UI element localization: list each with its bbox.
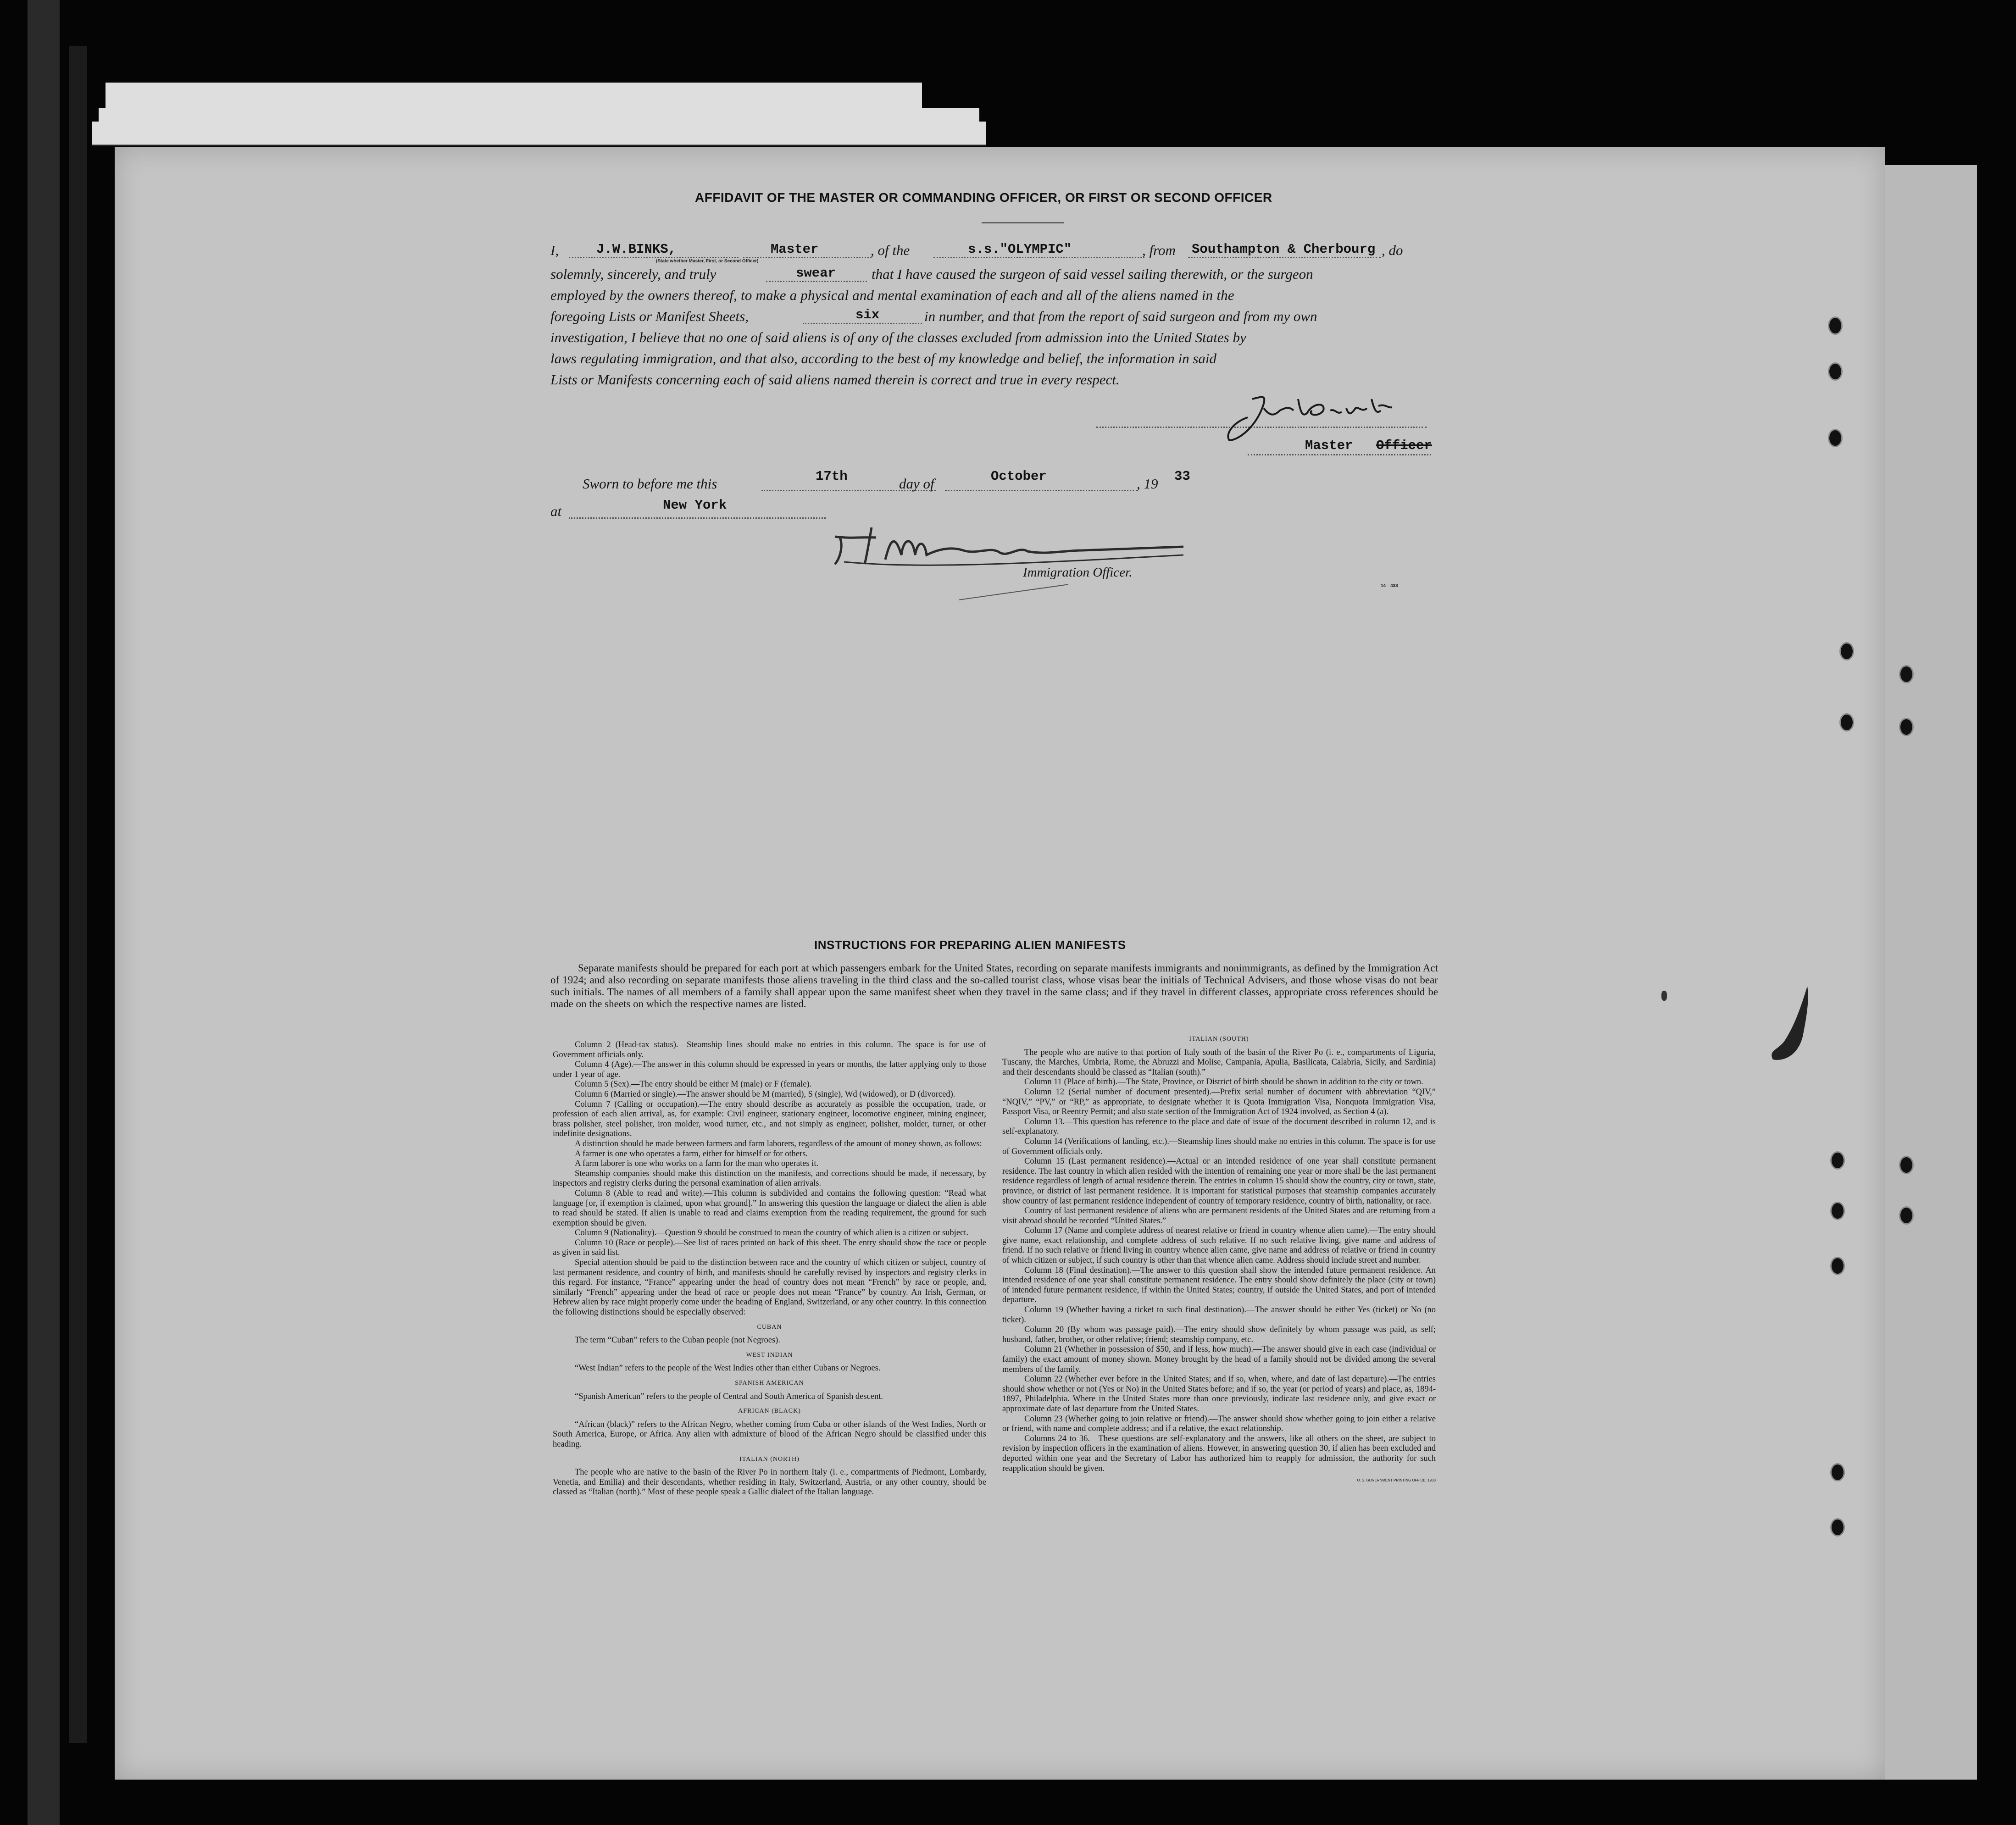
officer-signature xyxy=(826,518,1202,587)
affidavit-text: laws regulating immigration, and that also, according to the best of my knowledge and belief, the information in said xyxy=(550,350,1217,366)
sworn-place: New York xyxy=(663,498,727,513)
section-heading: AFRICAN (BLACK) xyxy=(738,1408,801,1415)
punch-hole xyxy=(1828,316,1843,335)
instruction-item: Column 23 (Whether going to join relative or friend).—The answer should show whether going to join either a relative or friend, with name and complete address; and if a relative, the exact relationship. xyxy=(1002,1414,1436,1434)
instruction-item: Column 4 (Age).—The answer in this column should be expressed in years or months, the latter applying only to those under 1 year of age. xyxy=(553,1060,986,1079)
instruction-item: Column 11 (Place of birth).—The State, Province, or District of birth should be shown in addition to the city or town. xyxy=(1024,1077,1423,1087)
affidavit-text: solemnly, sincerely, and truly xyxy=(550,266,716,282)
punch-hole xyxy=(1830,1202,1845,1220)
punch-hole xyxy=(1839,713,1854,732)
affidavit-text: foregoing Lists or Manifest Sheets, xyxy=(550,308,749,324)
section-heading: ITALIAN (NORTH) xyxy=(739,1455,800,1463)
instructions-left-column xyxy=(553,1040,986,1498)
instruction-item: Column 9 (Nationality).—Question 9 should be construed to mean the country of which alien is a citizen or subject. xyxy=(575,1228,969,1238)
left-binding-strip xyxy=(69,46,87,1743)
ink-blot xyxy=(1766,982,1821,1064)
instruction-item: “West Indian” refers to the people of the West Indies other than either Cubans or Negroes. xyxy=(575,1364,881,1373)
affidavit-text: that I have caused the surgeon of said vessel sailing therewith, or the surgeon xyxy=(872,266,1313,282)
fill-line xyxy=(743,257,872,258)
fill-line xyxy=(766,281,867,282)
instruction-item: Column 15 (Last permanent residence).—Actual or an intended residence of one year shall constitute permanent residence. The last country in which alien resided with the intention of remaining one year or more shall be the last permanent residence regardless of length of actual residence therein. The entries in column 15 should show the country, city or town, state, province, or district of last permanent residence. It is important for statistical purposes that steamship companies accurately show country of last permanent residence independent of country of temporary residence, country of birth, nationality, or race. xyxy=(1002,1157,1436,1206)
ink-speck xyxy=(1661,991,1667,1001)
instruction-item: Column 5 (Sex).—The entry should be either M (male) or F (female). xyxy=(575,1080,812,1089)
punch-hole xyxy=(1899,718,1914,736)
instructions-right-column xyxy=(1002,1034,1436,1486)
instruction-item: The term “Cuban” refers to the Cuban people (not Negroes). xyxy=(575,1336,780,1345)
signature-line xyxy=(1248,454,1431,455)
fill-line xyxy=(933,257,1144,258)
instruction-item: Column 13.—This question has reference to the place and date of issue of the document described in column 12, and is self-explanatory. xyxy=(1002,1117,1436,1137)
punch-hole xyxy=(1830,1151,1845,1170)
section-heading: WEST INDIAN xyxy=(746,1351,793,1359)
punch-hole xyxy=(1830,1518,1845,1537)
affidavit-title: AFFIDAVIT OF THE MASTER OR COMMANDING OFFICER, OR FIRST OR SECOND OFFICER xyxy=(695,190,1272,205)
sworn-month: October xyxy=(991,469,1047,484)
form-number: 14—433 xyxy=(1381,583,1398,588)
struck-officer: Officer xyxy=(1376,438,1432,453)
fill-line xyxy=(569,257,739,258)
sworn-day: 17th xyxy=(816,469,848,484)
instruction-item: A farm laborer is one who works on a farm for the man who operates it. xyxy=(575,1159,819,1169)
instruction-item: Special attention should be paid to the distinction between race and the country of which citizen or subject, country of last permanent residence, and country of birth, and manifests should be carefully revised by inspectors and registry clerks in this regard. For instance, “France” appearing under the head of country does not mean “French” by race or people, and, similarly “French” appearing under the head of race or people does not mean “France” by country. An Irish, German, or Hebrew alien by race might properly come under the heading of England, Switzerland, or any other country. In this connection the following distinctions should be especially observed: xyxy=(553,1258,986,1317)
instruction-item: Column 12 (Serial number of document presented).—Prefix serial number of document with abbreviation “QIV,” “NQIV,” “PV,” or “RP,” as appropriate, to designate whether it is Quota Immigration Visa, Nonquota Immigration Visa, Passport Visa, or Reentry Permit; and also state section of the Immigration Act of 1924 involved, as Section 4 (a). xyxy=(1002,1087,1436,1117)
signer-rank: Master xyxy=(1305,438,1353,453)
punch-hole xyxy=(1830,1257,1845,1275)
instruction-item: Column 22 (Whether ever before in the United States; and if so, when, where, and date of last departure).—The entries should show whether or not (Yes or No) in the United States before; and if so, the year (or period of years) and place, as, 1894-1897, Philadelphia. Where in the United States more than once previously, indicate last residence only, and give exact or approximate date of last departure from the United States. xyxy=(1002,1375,1436,1414)
punch-hole xyxy=(1839,642,1854,660)
intro-paragraph: Separate manifests should be prepared for each port at which passengers embark for the United States, recording on separate manifests immigrants and nonimmigrants, as defined by the Immigration Act of 1924; and also recording on separate manifests those aliens traveling in the third class and the so-called tourist class, whose visas bear the initials of Technical Advisers, and those whose visas do not bear such initials. The names of all members of a family shall appear upon the same manifest sheet when they travel in the same class; and if they travel in different classes, appropriate cross references should be made on the sheets on which the respective names are listed. xyxy=(550,962,1438,1010)
instruction-item: Column 20 (By whom was passage paid).—The entry should show definitely by whom passage was paid, as self; husband, father, brother, or other relative; friend; steamship company, etc. xyxy=(1002,1325,1436,1344)
fill-line xyxy=(803,323,922,324)
punch-hole xyxy=(1828,362,1843,381)
instruction-item: Column 2 (Head-tax status).—Steamship lines should make no entries in this column. The space is for use of Government officials only. xyxy=(553,1040,986,1059)
instruction-item: Column 14 (Verifications of landing, etc.).—Steamship lines should make no entries in this column. The space is for use of Government officials only. xyxy=(1002,1137,1436,1156)
section-heading: SPANISH AMERICAN xyxy=(735,1380,804,1387)
rank-caption: (State whether Master, First, or Second Officer) xyxy=(656,259,759,264)
affidavit-text: , from xyxy=(1142,242,1176,258)
sworn-text: , 19 xyxy=(1137,476,1158,492)
instruction-item: Column 7 (Calling or occupation).—The entry should describe as accurately as possible the occupation, trade, or profession of each alien arrival, as, for example: Civil engineer, stationary engineer, locomotive engineer, mining engineer, brass polisher, steel polisher, iron molder, wood turner, etc., and not simply as engineer, polisher, molder, turner, or other indefinite designations. xyxy=(553,1099,986,1139)
instruction-item: The people who are native to the basin of the River Po in northern Italy (i. e., compartments of Piedmont, Lombardy, Venetia, and Emilia) and their descendants, whether residing in Italy, Switzerland, Austria, or any other country, should be classed as “Italian (north).” Most of these people speak a Gallic dialect of the Italian language. xyxy=(553,1468,986,1497)
instruction-item: Column 21 (Whether in possession of $50, and if less, how much).—The answer should give in each case (individual or family) the exact amount of money shown. Money brought by the head of a family should not be divided among the several members of the family. xyxy=(1002,1345,1436,1374)
sworn-text: Sworn to before me this xyxy=(583,476,717,492)
instruction-item: Columns 24 to 36.—These questions are self-explanatory and the answers, like all others on the sheet, are subject to revision by inspection officers in the examination of aliens. However, in answering question 30, if alien has been excluded and deported within one year and the Secretary of Labor has authorized him to reapply for admission, the authority for such reapplication should be given. xyxy=(1002,1434,1436,1473)
sheet-count: six xyxy=(855,307,880,322)
instruction-item: “African (black)” refers to the African Negro, whether coming from Cuba or other islands of the West Indies, North or South America, Europe, or Africa. Any alien with admixture of blood of the African Negro should be classified under this heading. xyxy=(553,1420,986,1449)
affidavit-text: , of the xyxy=(871,242,910,258)
instruction-item: A distinction should be made between farmers and farm laborers, regardless of the amount of money shown, as follows: xyxy=(575,1139,982,1148)
instruction-item: Column 6 (Married or single).—The answer should be M (married), S (single), Wd (widowed), or D (divorced). xyxy=(575,1089,955,1099)
instruction-item: The people who are native to that portion of Italy south of the basin of the River Po (i. e., compartments of Liguria, Tuscany, the Marches, Umbria, Rome, the Abruzzi and Molise, Campania, Apulia, Basilicata, Calabria, Sicily, and Sardinia) and their descendants should be classed as “Italian (south).” xyxy=(1002,1048,1436,1077)
section-heading: ITALIAN (SOUTH) xyxy=(1189,1036,1249,1043)
sworn-text: day of xyxy=(899,476,934,492)
instruction-item: Column 17 (Name and complete address of nearest relative or friend in country whence alien came).—The entry should give name, exact relationship, and complete address of such relative. If no such relative living, give name and address of friend. If no such relative or friend living in country whence alien came, give name and address of relative or friend in country of which citizen or subject, if such country is other than that whence alien came. Address should include street and number. xyxy=(1002,1226,1436,1265)
instruction-item: Column 10 (Race or people).—See list of races printed on back of this sheet. The entry should show the race or people as given in said list. xyxy=(553,1238,986,1258)
fill-line xyxy=(569,517,826,519)
punch-hole xyxy=(1899,1156,1914,1174)
instruction-item: Steamship companies should make this distinction on the manifests, and corrections should be made, if necessary, by inspectors and registry clerks during the personal examination of alien arrivals. xyxy=(553,1169,986,1188)
fill-line xyxy=(945,490,1138,491)
printer-imprint: U. S. GOVERNMENT PRINTING OFFICE: 1933 xyxy=(1357,1478,1436,1483)
instruction-item: Column 8 (Able to read and write).—This column is subdivided and contains the following question: “Read what language [or, if exemption is claimed, upon what ground].” In answering this question the language or dialect the alien is able to read should be stated. If alien is unable to read and claims exemption from the reading requirement, the ground for such exemption should be given. xyxy=(553,1188,986,1228)
affidavit-text: investigation, I believe that no one of said aliens is of any of the classes excluded from admission into the United States by xyxy=(550,329,1246,345)
affidavit-text: employed by the owners thereof, to make a physical and mental examination of each and all of the aliens named in the xyxy=(550,287,1234,303)
title-rule xyxy=(982,222,1064,223)
left-binding-strip xyxy=(28,0,60,1825)
master-rank: Master xyxy=(771,242,819,257)
punch-hole xyxy=(1899,665,1914,683)
back-sheet-edge xyxy=(92,122,986,145)
section-heading: CUBAN xyxy=(757,1323,782,1331)
instruction-item: Column 19 (Whether having a ticket to such final destination).—The answer should be either Yes (ticket) or No (no ticket). xyxy=(1002,1305,1436,1325)
sworn-year: 33 xyxy=(1174,469,1190,484)
officer-title: Immigration Officer. xyxy=(1023,565,1133,580)
punch-hole xyxy=(1828,429,1843,447)
instruction-item: Column 18 (Final destination).—The answer to this question shall show the intended future permanent residence. An intended residence of one year shall constitute permanent residence. The entry should show definitely the place (city or town) of intended future permanent residence, if within the United States; country, if outside the United States, and port of intended departure. xyxy=(1002,1265,1436,1305)
instruction-item: A farmer is one who operates a farm, either for himself or for others. xyxy=(575,1149,808,1159)
departure-port: Southampton & Cherbourg xyxy=(1192,242,1376,257)
affidavit-text: Lists or Manifests concerning each of said aliens named therein is correct and true in every respect. xyxy=(550,372,1120,388)
sworn-text: at xyxy=(550,503,562,519)
instruction-item: Country of last permanent residence of aliens who are permanent residents of the United States and are returning from a visit abroad should be recorded “United States.” xyxy=(1002,1206,1436,1226)
affidavit-text: , do xyxy=(1382,242,1403,258)
instructions-intro xyxy=(550,962,1438,1010)
affidavit-text: in number, and that from the report of said surgeon and from my own xyxy=(924,308,1317,324)
punch-hole xyxy=(1830,1463,1845,1481)
ship-name: s.s."OLYMPIC" xyxy=(968,242,1072,257)
fill-line xyxy=(1188,257,1381,258)
master-name: J.W.BINKS, xyxy=(596,242,677,257)
instruction-item: “Spanish American” refers to the people of Central and South America of Spanish descent. xyxy=(575,1392,883,1401)
affidavit-text: I, xyxy=(550,242,559,258)
oath-word: swear xyxy=(796,266,836,281)
instructions-title: INSTRUCTIONS FOR PREPARING ALIEN MANIFESTS xyxy=(814,938,1126,952)
punch-hole xyxy=(1899,1206,1914,1225)
